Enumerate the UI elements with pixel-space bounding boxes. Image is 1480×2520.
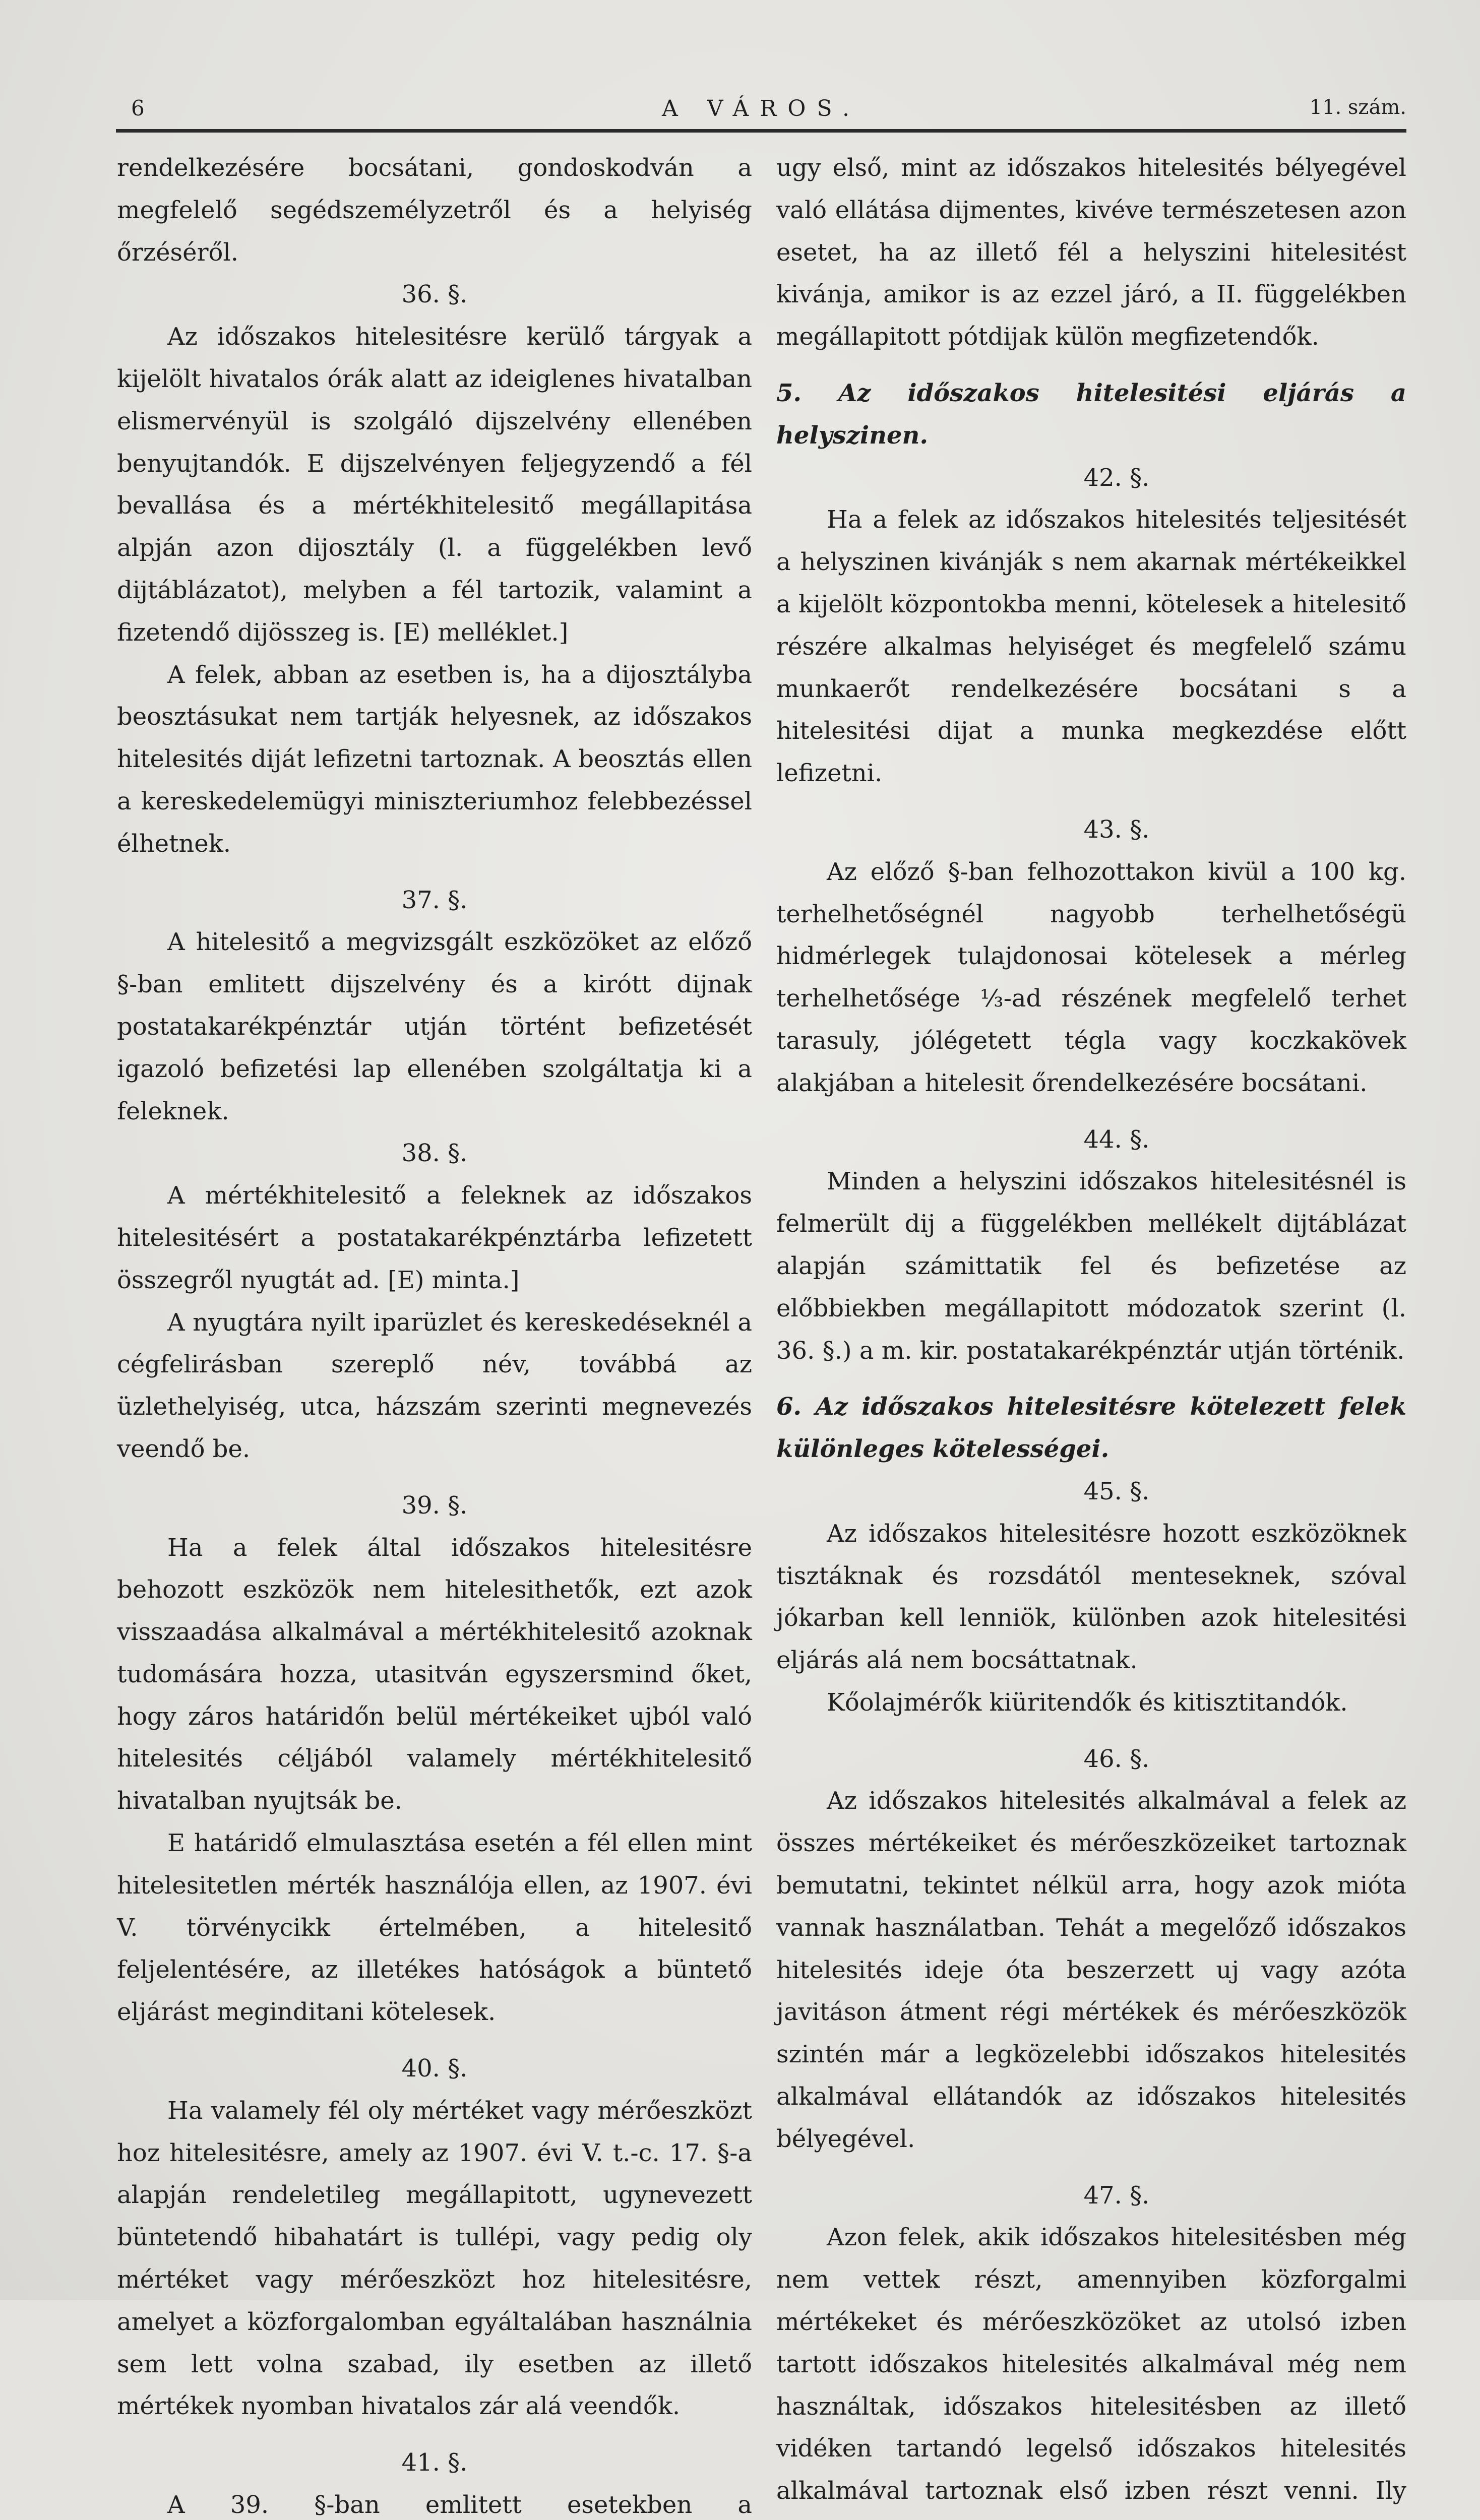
paragraph: Az időszakos hitelesités alkalmával a felek az összes mértékeiket és mérőeszközeiket tartoznak bemutatni, tekintet nélkül arra, hogy azok mióta vannak használatban. Tehát a megelőző időszakos hitelesités ideje óta beszerzett uj vagy azóta javitáson átment régi mértékek és mérőeszközök szintén már a legközelebbi időszakos hitelesités alkalmával ellátandók az időszakos hitelesités bélyegével. (776, 1787, 1406, 2153)
paragraph: Ha valamely fél oly mértéket vagy mérőeszközt hoz hitelesitésre, amely az 1907. évi V. t.-c. 17. §-a alapján rendeletileg megállapitott, ugynevezett büntetendő hibahatárt is tullépi, vagy pedig oly mértéket vagy mérőeszközt hoz hitelesitésre, amelyet a közforgalomban egyáltalában használnia sem lett volna szabad, ily esetben az illető mértékek nyomban hivatalos zár alá veendők. (117, 2096, 752, 2421)
page-header (116, 96, 1406, 126)
section-44-heading: 44. §. (1083, 1125, 1150, 1154)
paragraph: E határidő elmulasztása esetén a fél ellen mint hitelesitetlen mérték használója ellen, az 1907. évi V. törvénycikk értelmében, a hitelesitő feljelentésére, az illetékes hatóságok a büntető eljárást meginditani kötelesek. (117, 1829, 752, 2027)
section-40-heading: 40. §. (401, 2054, 468, 2083)
section-46-heading: 46. §. (1083, 1744, 1150, 1773)
paragraph: A 39. §-ban emlitett esetekben a (167, 2491, 752, 2519)
section-47-heading: 47. §. (1083, 2181, 1150, 2210)
paragraph: Azon felek, akik időszakos hitelesitésben még nem vettek részt, amennyiben közforgalmi mértékeket és mérőeszközöket az utolsó izben tartott időszakos hitelesités alkalmával még nem használtak, időszakos hitelesitésben az illető vidéken tartandó legelső időszakos hitelesités alkalmával tartoznak első izben részt venni. Ily (776, 2223, 1406, 2505)
section-41-heading: 41. §. (401, 2448, 468, 2477)
page-number: 6 (131, 96, 145, 120)
section-36-heading: 36. §. (401, 280, 468, 309)
chapter-5-heading: 5. Az időszakos hitelesitési eljárás a helyszinen. (776, 379, 1406, 450)
paragraph: Ha a felek az időszakos hitelesités teljesitését a helyszinen kivánják s nem akarnak mértékeikkel a kijelölt központokba menni, kötelesek a hitelesitő részére alkalmas helyiséget és megfelelő számu munkaerőt rendelkezésére bocsátani s a hitelesitési dijat a munka megkezdése előtt lefizetni. (776, 506, 1406, 788)
paragraph: A mértékhitelesitő a feleknek az időszakos hitelesitésért a postatakarékpénztárba lefizetett összegről nyugtát ad. [E) minta.] (117, 1181, 752, 1294)
paragraph: Az időszakos hitelesitésre kerülő tárgyak a kijelölt hivatalos órák alatt az ideiglenes hivatalban elismervényül is szolgáló dijszelvény ellenében benyujtandók. E dijszelvényen feljegyzendő a fél bevallása és a mértékhitelesitő megállapitása alpján azon dijosztály (l. a függelékben levő dijtáblázatot), melyben a fél tartozik, valamint a fizetendő dijösszeg is. [E) melléklet.] (117, 323, 752, 647)
paragraph: Kőolajmérők kiüritendők és kitisztitandók. (827, 1688, 1348, 1717)
section-39-heading: 39. §. (401, 1491, 468, 1520)
paragraph: ugy első, mint az időszakos hitelesités bélyegével való ellátása dijmentes, kivéve természetesen azon esetet, ha az illető fél a helyszini hitelesitést kivánja, amikor is az ezzel járó, a II. függelékben megállapitott pótdijak külön megfizetendők. (776, 154, 1406, 351)
paragraph: Minden a helyszini időszakos hitelesitésnél is felmerült dij a függelékben mellékelt dijtáblázat alapján számittatik fel és befizetése az előbbiekben megállapitott módozatok szerint (l. 36. §.) a m. kir. postatakarékpénztár utján történik. (776, 1167, 1406, 1365)
paragraph: A felek, abban az esetben is, ha a dijosztályba beosztásukat nem tartják helyesnek, az időszakos hitelesités diját lefizetni tartoznak. A beosztás ellen a kereskedelemügyi miniszteriumhoz felebbezéssel élhetnek. (117, 660, 752, 858)
paragraph: Az időszakos hitelesitésre hozott eszközöknek tisztáknak és rozsdától menteseknek, szóval jókarban kell lenniök, különben azok hitelesitési eljárás alá nem bocsáttatnak. (776, 1519, 1406, 1675)
paragraph: Az előző §-ban felhozottakon kivül a 100 kg. terhelhetőségnél nagyobb terhelhetőségü hidmérlegek tulajdonosai kötelesek a mérleg terhelhetősége ⅓-ad részének megfelelő terhet tarasuly, jólégetett tégla vagy koczkakövek alakjában a hitelesit őrendelkezésére bocsátani. (776, 857, 1406, 1097)
paragraph: A hitelesitő a megvizsgált eszközöket az előző §-ban emlitett dijszelvény és a kirótt dijnak postatakarékpénztár utján történt befizetését igazoló befizetési lap ellenében szolgáltatja ki a feleknek. (117, 928, 752, 1125)
publication-title: A VÁROS. (661, 96, 861, 121)
paragraph: A nyugtára nyilt iparüzlet és kereskedéseknél a cégfelirásban szereplő név, továbbá az üzlethelyiség, utca, házszám szerinti megnevezés veendő be. (117, 1308, 752, 1463)
section-45-heading: 45. §. (1083, 1477, 1150, 1505)
left-column (117, 147, 752, 2520)
section-38-heading: 38. §. (401, 1139, 468, 1168)
issue-number: 11. szám. (1309, 96, 1406, 119)
chapter-6-heading: 6. Az időszakos hitelesitésre kötelezett felek különleges kötelességei. (776, 1393, 1406, 1464)
section-37-heading: 37. §. (401, 886, 468, 914)
section-43-heading: 43. §. (1083, 815, 1150, 844)
header-rule (116, 129, 1406, 133)
paragraph: rendelkezésére bocsátani, gondoskodván a megfelelő segédszemélyzetről és a helyiség őrzéséről. (117, 154, 752, 267)
right-column (776, 147, 1406, 2520)
section-42-heading: 42. §. (1083, 463, 1150, 492)
paragraph: Ha a felek által időszakos hitelesitésre behozott eszközök nem hitelesithetők, ezt azok visszaadása alkalmával a mértékhitelesitő azoknak tudomására hozza, utasitván egyszersmind őket, hogy záros határidőn belül mértékeiket ujból való hitelesités céljából valamely mértékhitelesitő hivatalban nyujtsák be. (117, 1533, 752, 1815)
